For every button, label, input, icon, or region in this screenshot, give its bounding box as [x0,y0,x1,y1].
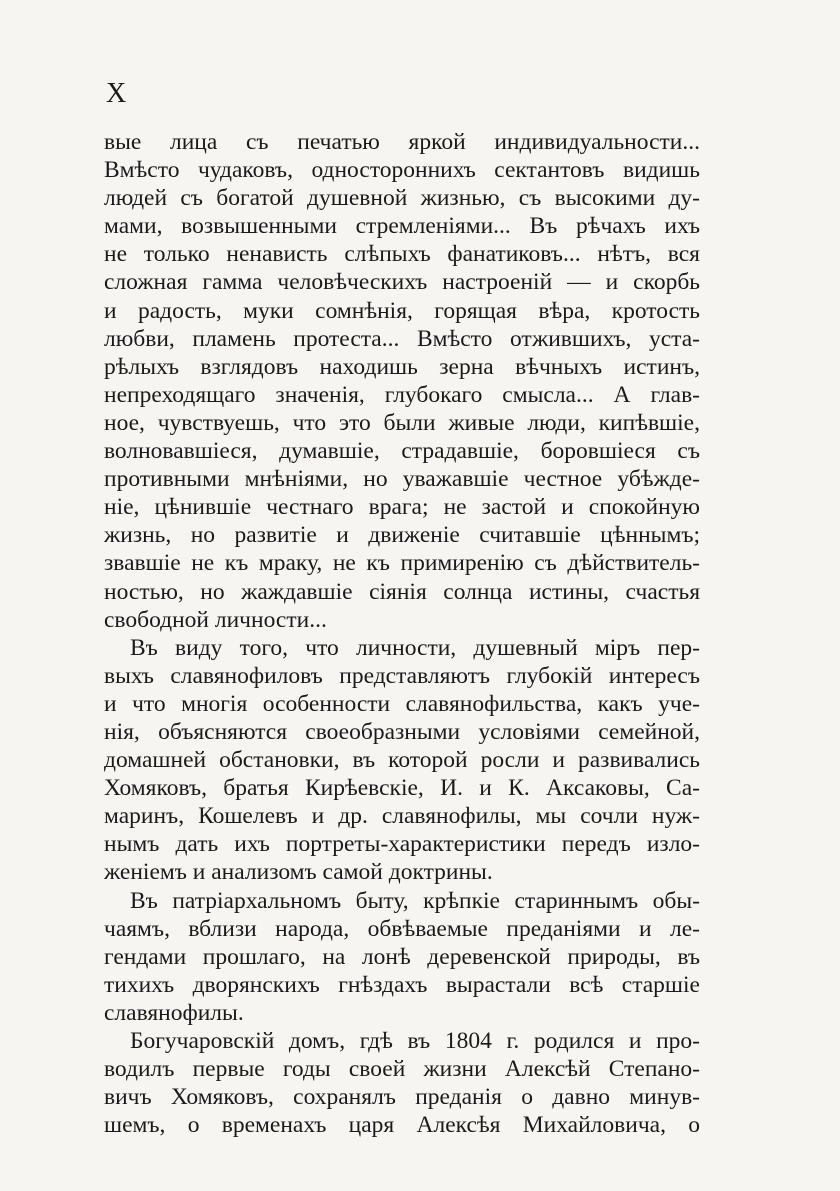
body-text [104,128,700,1139]
text-line: тихихъ дворянскихъ гнѣздахъ вырастали всѣ старшіе [104,971,700,998]
text-line: ное, чувствуешь, что это были живые люди, кипѣвшіе, [104,409,700,436]
page-number: X [106,78,128,109]
text-line: Хомяковъ, братья Кирѣевскіе, И. и К. Аксаковы, Са- [104,775,700,802]
text-line: не только ненависть слѣпыхъ фанатиковъ... нѣтъ, вся [104,241,700,268]
paragraph [104,887,700,1027]
paragraph [104,1027,700,1139]
text-line: домашней обстановки, въ которой росли и развивались [104,747,700,774]
text-line: и радость, муки сомнѣнія, горящая вѣра, кротость [104,297,700,324]
paragraph [104,128,700,634]
text-line: противными мнѣніями, но уважавшіе честное убѣжде- [104,466,700,493]
text-line: ніе, цѣнившіе честнаго врага; не застой и спокойную [104,494,700,521]
text-line: чаямъ, вблизи народа, обвѣваемые преданіями и ле- [104,915,700,942]
text-line: выхъ славянофиловъ представляютъ глубокій интересъ [104,662,700,689]
text-line: мами, возвышенными стремленіями... Въ рѣчахъ ихъ [104,213,700,240]
text-line: гендами прошлаго, на лонѣ деревенской природы, въ [104,943,700,970]
text-line: водилъ первые годы своей жизни Алексѣй Степано- [104,1056,700,1083]
text-line: Вмѣсто чудаковъ, одностороннихъ сектантовъ видишь [104,157,700,184]
text-line: людей съ богатой душевной жизнью, съ высокими ду- [104,185,700,212]
text-line: любви, пламень протеста... Вмѣсто отжившихъ, уста- [104,325,700,352]
text-line: сложная гамма человѣческихъ настроеній — и скорбь [104,269,700,296]
text-line: славянофилы. [104,999,244,1026]
text-line: Богучаровскій домъ, гдѣ въ 1804 г. родился и про- [130,1028,700,1054]
text-line: нія, объясняются своеобразными условіями семейной, [104,718,700,745]
paragraph [104,634,700,887]
text-line: маринъ, Кошелевъ и др. славянофилы, мы сочли нуж- [104,803,700,830]
text-line: женіемъ и анализомъ самой доктрины. [104,859,493,886]
text-line: Въ виду того, что личности, душевный міръ пер- [130,634,700,661]
text-line: свободной личности... [104,606,327,633]
text-line: волновавшіеся, думавшіе, страдавшіе, боровшіеся съ [104,438,700,465]
text-line: Въ патріархальномъ быту, крѣпкіе стариннымъ обы- [130,887,700,914]
text-line: ностью, но жаждавшіе сіянія солнца истины, счастья [104,578,700,605]
text-line: непреходящаго значенія, глубокаго смысла... А глав- [104,381,700,408]
text-line: вичъ Хомяковъ, сохранялъ преданія о давно минув- [104,1084,700,1111]
text-line: нымъ дать ихъ портреты-характеристики передъ изло- [104,831,700,858]
text-line: звавшіе не къ мраку, не къ примиренію съ дѣйствитель- [104,550,700,577]
text-line: и что многія особенности славянофильства, какъ уче- [104,690,700,717]
text-line: рѣлыхъ взглядовъ находишь зерна вѣчныхъ истинъ, [104,353,700,380]
text-line: шемъ, о временахъ царя Алексѣя Михайловича, о [104,1112,700,1139]
text-line: вые лица съ печатью яркой индивидуальности... [104,129,700,155]
text-line: жизнь, но развитіе и движеніе считавшіе цѣннымъ; [104,522,700,549]
